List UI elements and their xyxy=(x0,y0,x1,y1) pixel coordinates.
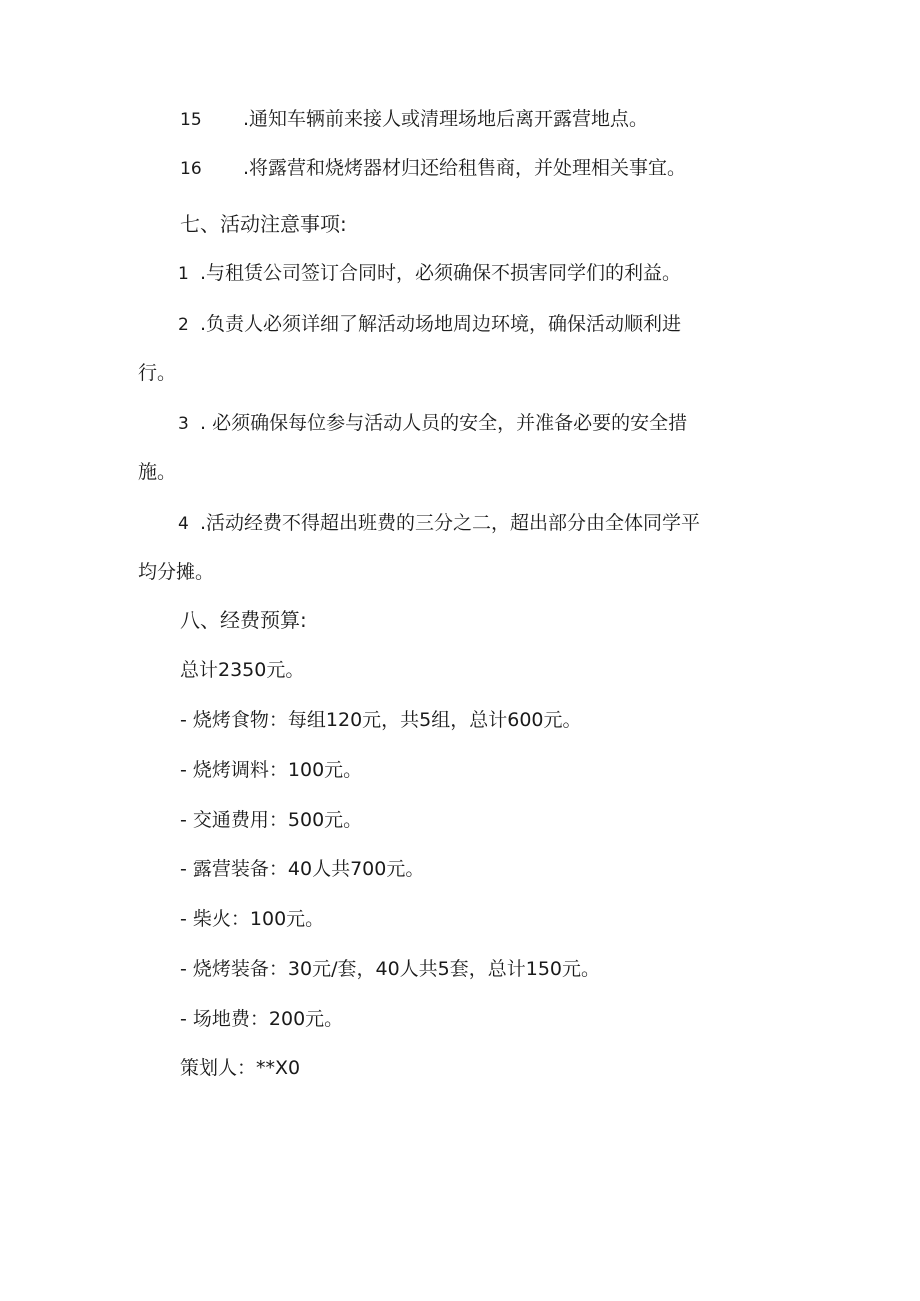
budget-total: 总计2350元。 xyxy=(180,659,305,681)
section-heading-notes: 七、活动注意事项: xyxy=(180,212,347,236)
budget-item: - 交通费用：500元。 xyxy=(180,809,363,831)
note-number: 3 xyxy=(178,414,189,434)
section-heading-budget: 八、经费预算: xyxy=(180,608,307,632)
planner-signature: 策划人：**X0 xyxy=(180,1057,301,1079)
note-number: 2 xyxy=(178,315,189,335)
step-number: 16 xyxy=(180,159,202,179)
note-text-continuation: 施。 xyxy=(138,461,177,483)
note-text: .负责人必须详细了解活动场地周边环境，确保活动顺利进 xyxy=(200,313,682,335)
budget-item: - 烧烤调料：100元。 xyxy=(180,759,363,781)
budget-item: - 露营装备：40人共700元。 xyxy=(180,858,425,880)
step-number: 15 xyxy=(180,110,202,130)
note-text: . 必须确保每位参与活动人员的安全，并准备必要的安全措 xyxy=(200,412,688,434)
note-number: 4 xyxy=(178,514,189,534)
note-text-continuation: 行。 xyxy=(138,362,177,384)
step-text: .通知车辆前来接人或清理场地后离开露营地点。 xyxy=(243,108,649,130)
note-text: .与租赁公司签订合同时，必须确保不损害同学们的利益。 xyxy=(200,262,682,284)
note-number: 1 xyxy=(178,264,189,284)
budget-item: - 烧烤食物：每组120元，共5组，总计600元。 xyxy=(180,709,582,731)
budget-item: - 场地费：200元。 xyxy=(180,1008,344,1030)
note-text-continuation: 均分摊。 xyxy=(138,561,215,583)
note-text: .活动经费不得超出班费的三分之二，超出部分由全体同学平 xyxy=(200,512,701,534)
budget-item: - 柴火：100元。 xyxy=(180,908,325,930)
step-text: .将露营和烧烤器材归还给租售商，并处理相关事宜。 xyxy=(243,157,687,179)
budget-item: - 烧烤装备：30元/套，40人共5套，总计150元。 xyxy=(180,958,601,980)
